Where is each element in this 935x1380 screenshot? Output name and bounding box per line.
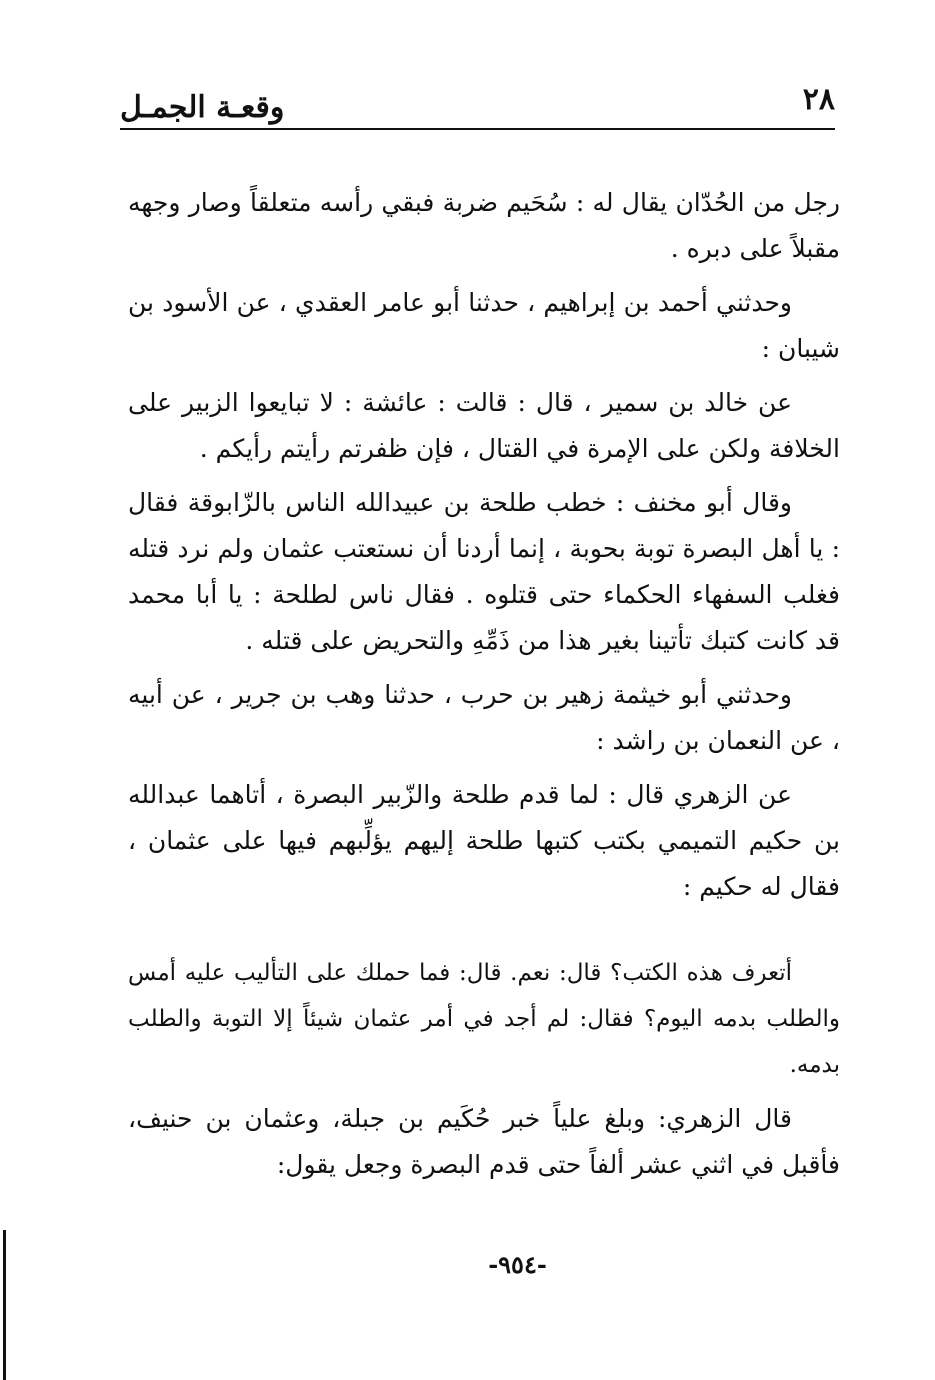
paragraph-6: عن الزهري قال : لما قدم طلحة والزّبير البصرة ، أتاهما عبدالله بن حكيم التميمي بكتب كتبها طلحة إليهم يؤلِّبهم فيها على عثمان ، فقال له حكيم : (128, 780, 840, 901)
body-text (128, 180, 840, 1196)
quoted-passage: أتعرف هذه الكتب؟ قال: نعم. قال: فما حملك على التأليب عليه أمس والطلب بدمه اليوم؟ فقال: لم أجد في أمر عثمان شيئاً إلا التوبة والطلب بدمه. (128, 960, 840, 1078)
paragraph-2: وحدثني أحمد بن إبراهيم ، حدثنا أبو عامر العقدي ، عن الأسود بن شيبان : (128, 288, 840, 363)
closing-paragraph: قال الزهري: وبلغ علياً خبر حُكَيم بن جبلة، وعثمان بن حنيف، فأقبل في اثني عشر ألفاً حتى قدم البصرة وجعل يقول: (128, 1104, 840, 1179)
header-page-number: ٢٨ (802, 82, 835, 117)
running-title: وقعـة الجمـل (120, 90, 285, 125)
paragraph-1: رجل من الحُدّان يقال له : سُحَيم ضربة فبقي رأسه متعلقاً وصار وجهه مقبلاً على دبره . (128, 188, 840, 263)
paragraph-5: وحدثني أبو خيثمة زهير بن حرب ، حدثنا وهب بن جرير ، عن أبيه ، عن النعمان بن راشد : (128, 680, 840, 755)
header-rule (120, 128, 835, 130)
page-footer (0, 1250, 935, 1279)
footer-page-number: -٩٥٤- (488, 1250, 547, 1279)
page-header (120, 82, 835, 130)
paragraph-4: وقال أبو مخنف : خطب طلحة بن عبيدالله الناس بالزّابوقة فقال : يا أهل البصرة توبة بحوبة ، إنما أردنا أن نستعتب عثمان ولم نرد قتله فغلب السفهاء الحكماء حتى قتلوه . فقال ناس لطلحة : يا أبا محمد قد كانت كتبك تأتينا بغير هذا من ذَمِّهِ والتحريض على قتله . (128, 488, 840, 655)
paragraph-3: عن خالد بن سمير ، قال : قالت : عائشة : لا تبايعوا الزبير على الخلافة ولكن على الإمرة في القتال ، فإن ظفرتم رأيتم رأيكم . (128, 388, 840, 463)
